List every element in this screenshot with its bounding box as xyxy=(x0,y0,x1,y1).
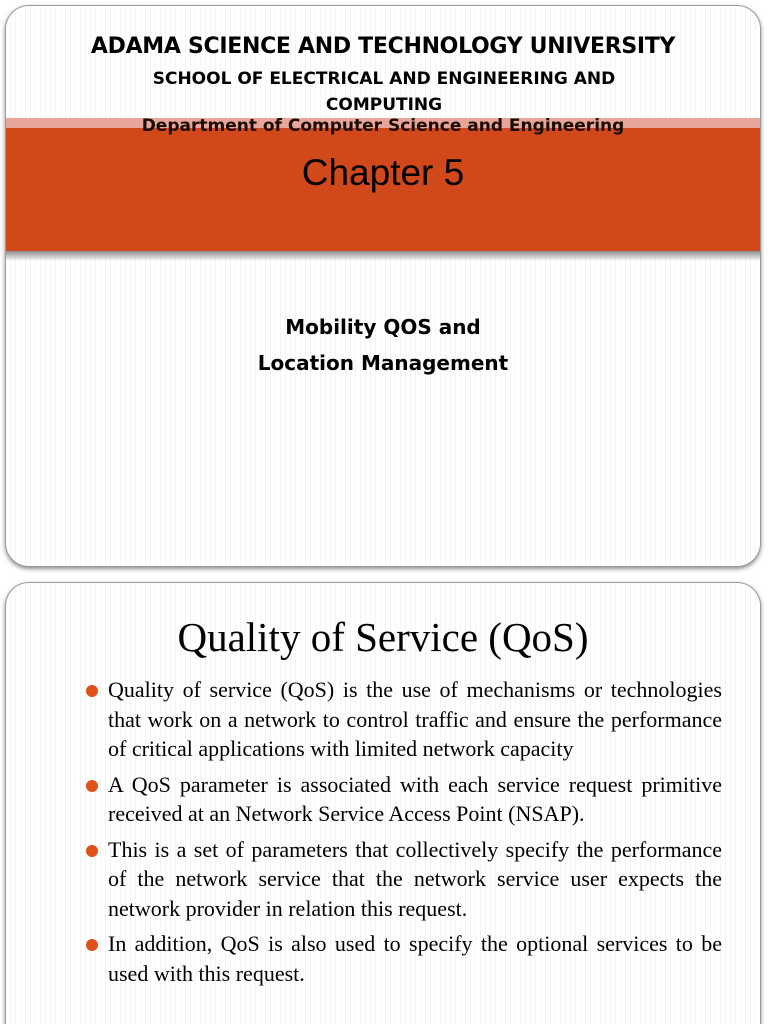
subtitle-line-1: Mobility QOS and xyxy=(285,315,481,339)
bullet-item xyxy=(108,770,722,829)
university-name: ADAMA SCIENCE AND TECHNOLOGY UNIVERSITY xyxy=(90,34,676,59)
title-slide xyxy=(5,5,761,567)
bullet-text: This is a set of parameters that collectively specify the performance of the network service that the network service user expects the network provider in relation this request. xyxy=(108,836,722,921)
bullet-text: In addition, QoS is also used to specify the optional services to be used with this request. xyxy=(108,931,722,986)
chapter-title: Chapter 5 xyxy=(301,152,465,193)
slide-title: Quality of Service (QoS) xyxy=(177,614,589,660)
bullet-item xyxy=(108,929,722,988)
subtitle-line-2: Location Management xyxy=(257,351,509,375)
bullet-dot-icon xyxy=(86,845,98,857)
chapter-subtitle xyxy=(6,309,760,381)
bullet-item xyxy=(108,835,722,924)
bullet-dot-icon xyxy=(86,685,98,697)
bullet-text: Quality of service (QoS) is the use of mechanisms or technologies that work on a network to control traffic and ensure the performance of critical applications with limited network capacity xyxy=(108,677,722,761)
bullet-dot-icon xyxy=(86,780,98,792)
header-band-shadow xyxy=(6,251,760,261)
department-name: Department of Computer Science and Engineering xyxy=(141,116,625,136)
school-name: SCHOOL OF ELECTRICAL AND ENGINEERING AND COMPUTING xyxy=(152,69,616,115)
qos-slide xyxy=(5,582,761,1024)
bullet-text: A QoS parameter is associated with each service request primitive received at an Network Service Access Point (NSAP). xyxy=(108,771,722,826)
bullet-dot-icon xyxy=(86,939,98,951)
bullet-list xyxy=(6,675,760,994)
bullet-item xyxy=(108,675,722,764)
